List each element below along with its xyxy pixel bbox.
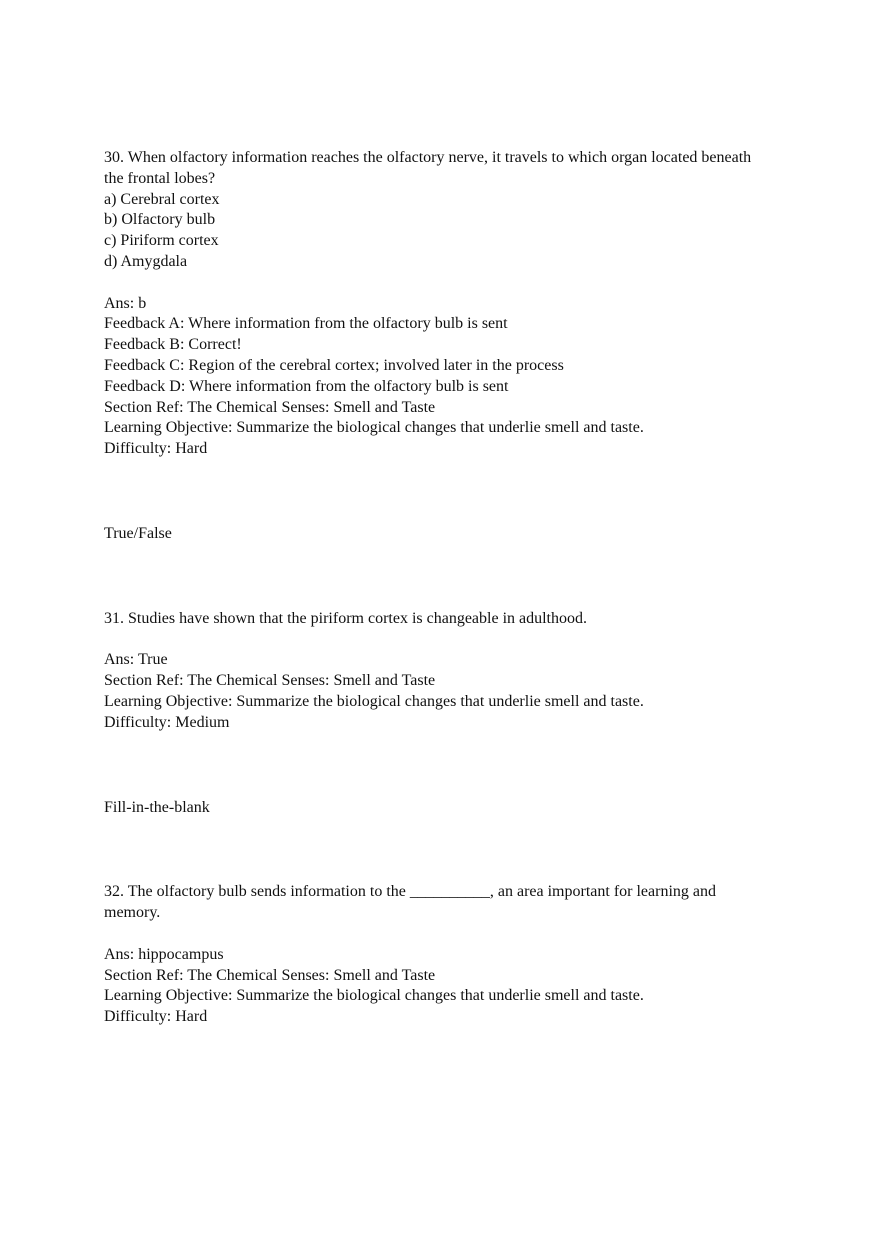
question-32-text: 32. The olfactory bulb sends information to the __________, an area important for learning and memory. (104, 883, 716, 922)
option-b: b) Olfactory bulb (104, 211, 216, 229)
question-31-text: 31. Studies have shown that the piriform cortex is changeable in adulthood. (104, 609, 587, 627)
option-a: a) Cerebral cortex (104, 190, 220, 208)
difficulty: Difficulty: Medium (104, 713, 230, 731)
section-heading-fill-in-the-blank: Fill-in-the-blank (104, 798, 210, 816)
document-page (104, 148, 784, 1028)
feedback-d: Feedback D: Where information from the olfactory bulb is sent (104, 377, 509, 395)
learning-objective: Learning Objective: Summarize the biological changes that underlie smell and taste. (104, 692, 644, 710)
question-32 (104, 882, 784, 1028)
section-heading-true-false: True/False (104, 524, 172, 542)
answer: Ans: True (104, 651, 168, 669)
question-30 (104, 148, 784, 460)
question-30-text: 30. When olfactory information reaches the olfactory nerve, it travels to which organ located beneath the frontal lobes? (104, 149, 752, 187)
feedback-b: Feedback B: Correct! (104, 336, 242, 354)
difficulty: Difficulty: Hard (104, 1008, 208, 1026)
feedback-c: Feedback C: Region of the cerebral cortex; involved later in the process (104, 356, 564, 374)
section-ref: Section Ref: The Chemical Senses: Smell and Taste (104, 398, 436, 416)
answer: Ans: b (104, 294, 147, 312)
question-31 (104, 609, 784, 734)
section-ref: Section Ref: The Chemical Senses: Smell and Taste (104, 672, 436, 690)
learning-objective: Learning Objective: Summarize the biological changes that underlie smell and taste. (104, 419, 644, 437)
difficulty: Difficulty: Hard (104, 440, 208, 458)
answer: Ans: hippocampus (104, 945, 224, 963)
option-d: d) Amygdala (104, 252, 188, 270)
learning-objective: Learning Objective: Summarize the biological changes that underlie smell and taste. (104, 987, 644, 1005)
feedback-a: Feedback A: Where information from the olfactory bulb is sent (104, 315, 508, 333)
section-ref: Section Ref: The Chemical Senses: Smell and Taste (104, 966, 436, 984)
option-c: c) Piriform cortex (104, 232, 219, 250)
